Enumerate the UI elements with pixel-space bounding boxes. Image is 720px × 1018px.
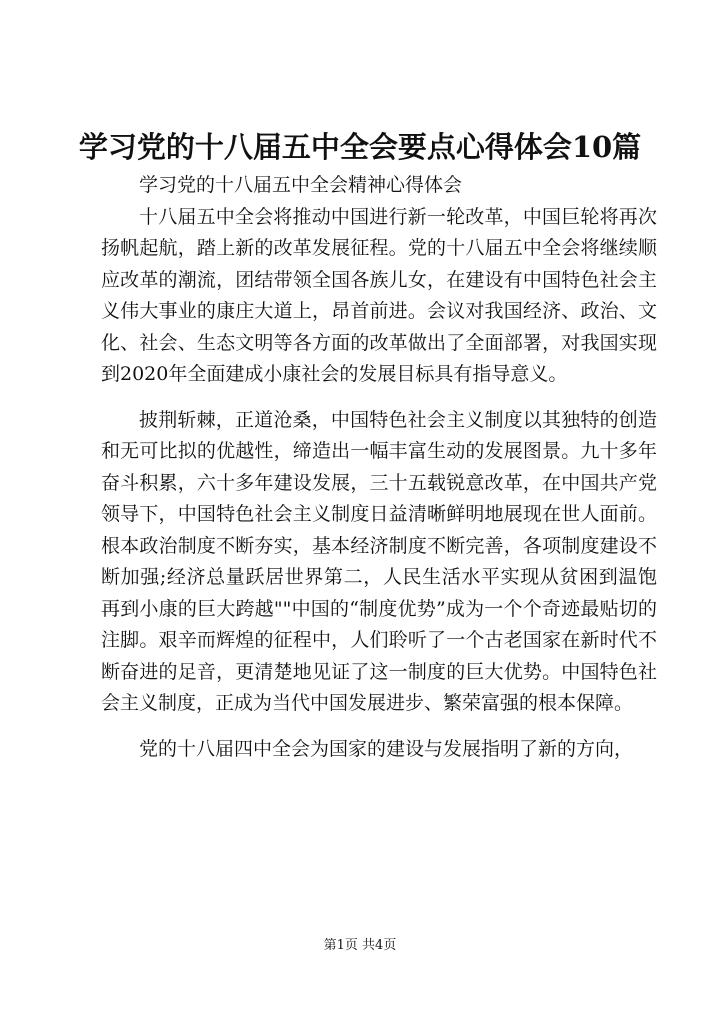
paragraph: 十八届五中全会将推动中国进行新一轮改革，中国巨轮将再次扬帆起航，踏上新的改革发展征程。党的十八届五中全会将继续顺应改革的潮流，团结带领全国各族儿女，在建设有中国特色社会主义伟大事业的康庄大道上，昂首前进。会议对我国经济、政治、文化、社会、生态文明等各方面的改革做出了全面部署，对我国实现到2020年全面建成小康社会的发展目标具有指导意义。 [101,205,657,385]
paragraph: 披荆斩棘，正道沧桑，中国特色社会主义制度以其独特的创造和无可比拟的优越性，缔造出一幅丰富生动的发展图景。九十多年奋斗积累，六十多年建设发展，三十五载锐意改革，在中国共产党领导下，中国特色社会主义制度日益清晰鲜明地展现在世人面前。根本政治制度不断夯实，基本经济制度不断完善，各项制度建设不断加强;经济总量跃居世界第二，人民生活水平实现从贫困到温饱再到小康的巨大跨越""中国的“制度优势”成为一个个奇迹最贴切的注脚。艰辛而辉煌的征程中，人们聆听了一个古老国家在新时代不断奋进的足音，更清楚地见证了这一制度的巨大优势。中国特色社会主义制度，正成为当代中国发展进步、繁荣富强的根本保障。 [101,408,657,714]
document-body [101,170,657,765]
document-title: 学习党的十八届五中全会要点心得体会10篇 [78,130,642,164]
page-number: 第1页 共4页 [323,938,397,953]
document-subtitle: 学习党的十八届五中全会精神心得体会 [139,174,463,196]
paragraph: 党的十八届四中全会为国家的建设与发展指明了新的方向， [139,737,634,760]
